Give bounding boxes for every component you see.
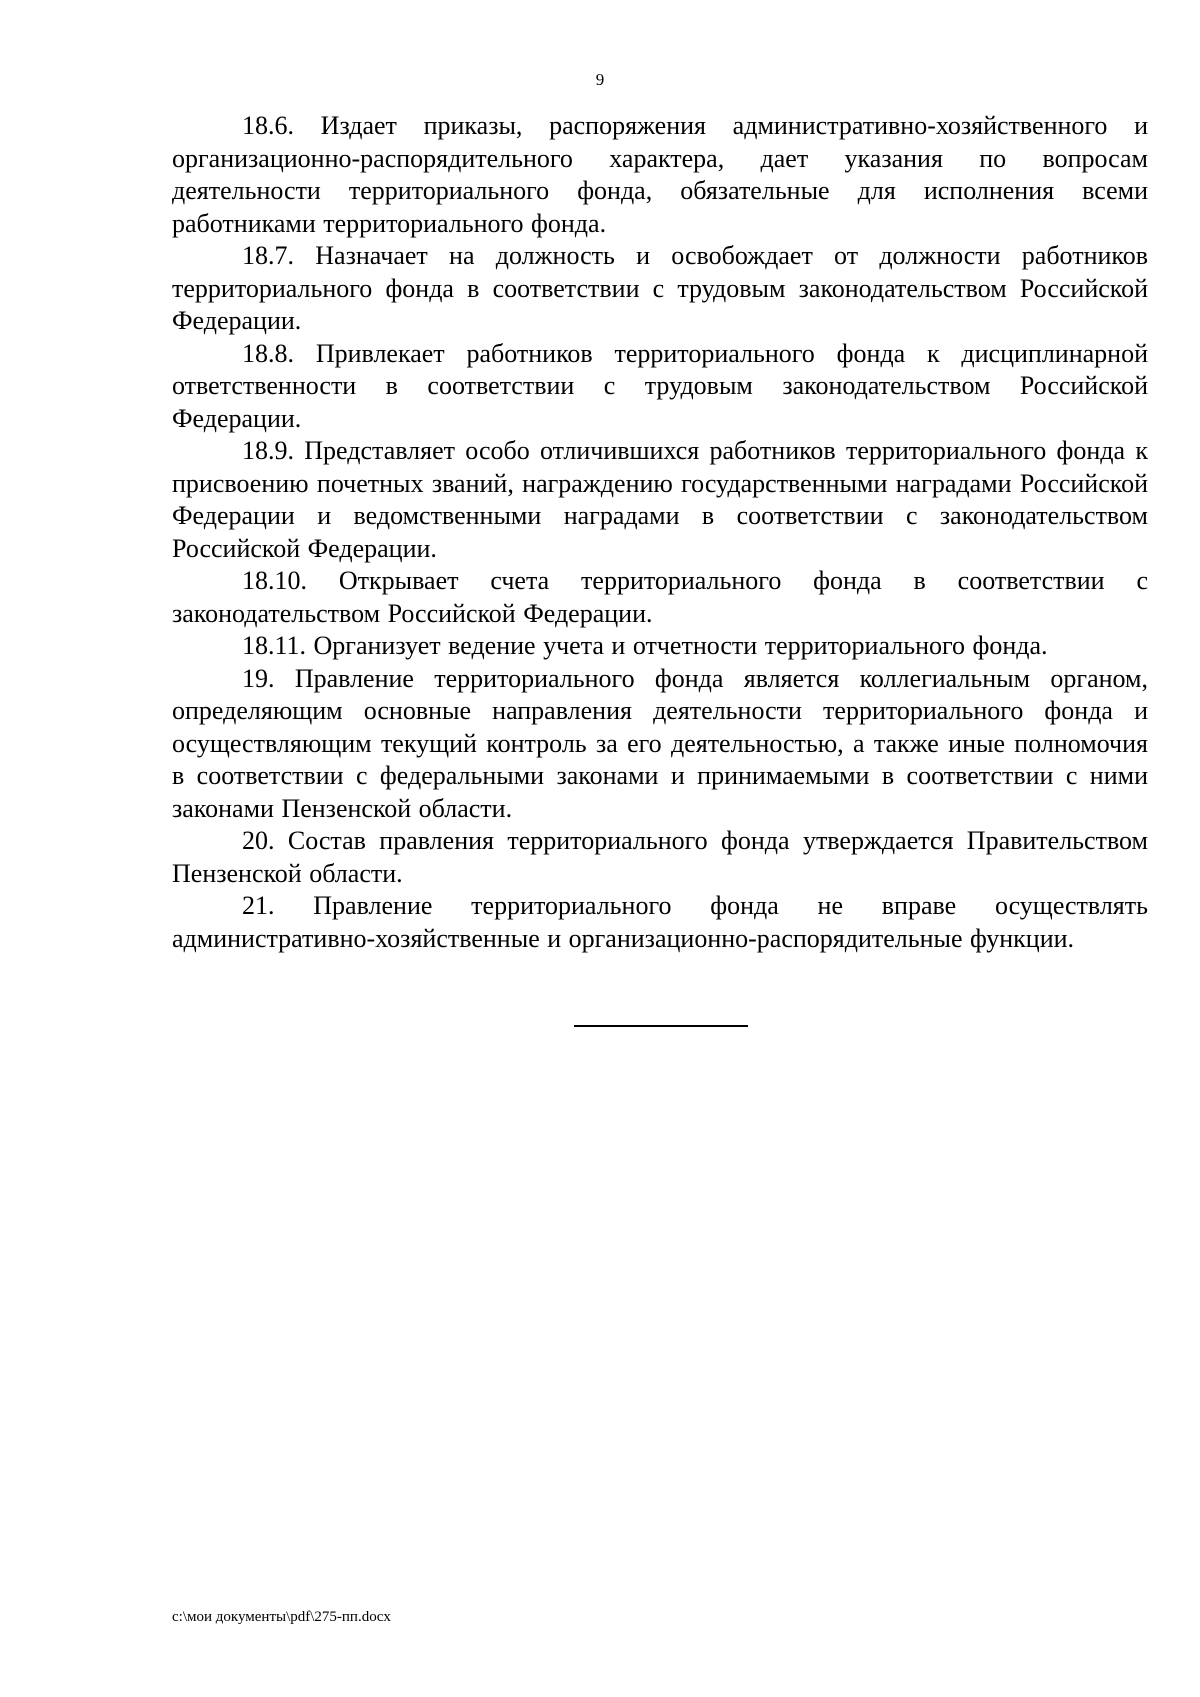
paragraph-18-11: 18.11. Организует ведение учета и отчетности территориального фонда. bbox=[242, 631, 1048, 660]
paragraph-18-8: 18.8. Привлекает работников территориального фонда к дисциплинарной ответственности в соответствии с трудовым законодательством Российской Федерации. bbox=[172, 338, 1148, 433]
paragraph-18-10: 18.10. Открывает счета территориального фонда в соответствии с законодательством Российской Федерации. bbox=[172, 566, 1148, 628]
document-body bbox=[172, 110, 1148, 955]
footer-file-path: c:\мои документы\pdf\275-пп.docx bbox=[172, 1609, 391, 1625]
paragraph-18-7: 18.7. Назначает на должность и освобождает от должности работников территориального фонда в соответствии с трудовым законодательством Российской Федерации. bbox=[172, 241, 1148, 335]
paragraph-18-9: 18.9. Представляет особо отличившихся работников территориального фонда к присвоению почетных званий, награждению государственными наградами Российской Федерации и ведомственными наградами в соответствии с законодательством Российской Федерации. bbox=[172, 436, 1148, 563]
page-number: 9 bbox=[595, 70, 605, 89]
paragraph-21: 21. Правление территориального фонда не вправе осуществлять административно-хозяйственные и организационно-распорядительные функции. bbox=[172, 891, 1148, 953]
end-of-text-rule bbox=[574, 1025, 748, 1027]
paragraph-18-6: 18.6. Издает приказы, распоряжения административно-хозяйственного и организационно-распорядительного характера, дает указания по вопросам деятельности территориального фонда, обязательные для исполнения всеми работниками территориального фонда. bbox=[172, 111, 1148, 238]
paragraph-20: 20. Состав правления территориального фонда утверждается Правительством Пензенской области. bbox=[172, 826, 1148, 888]
paragraph-19: 19. Правление территориального фонда является коллегиальным органом, определяющим основные направления деятельности территориального фонда и осуществляющим текущий контроль за его деятельностью, а также иные полномочия в соответствии с федеральными законами и принимаемыми в соответствии с ними законами Пензенской области. bbox=[172, 663, 1148, 823]
